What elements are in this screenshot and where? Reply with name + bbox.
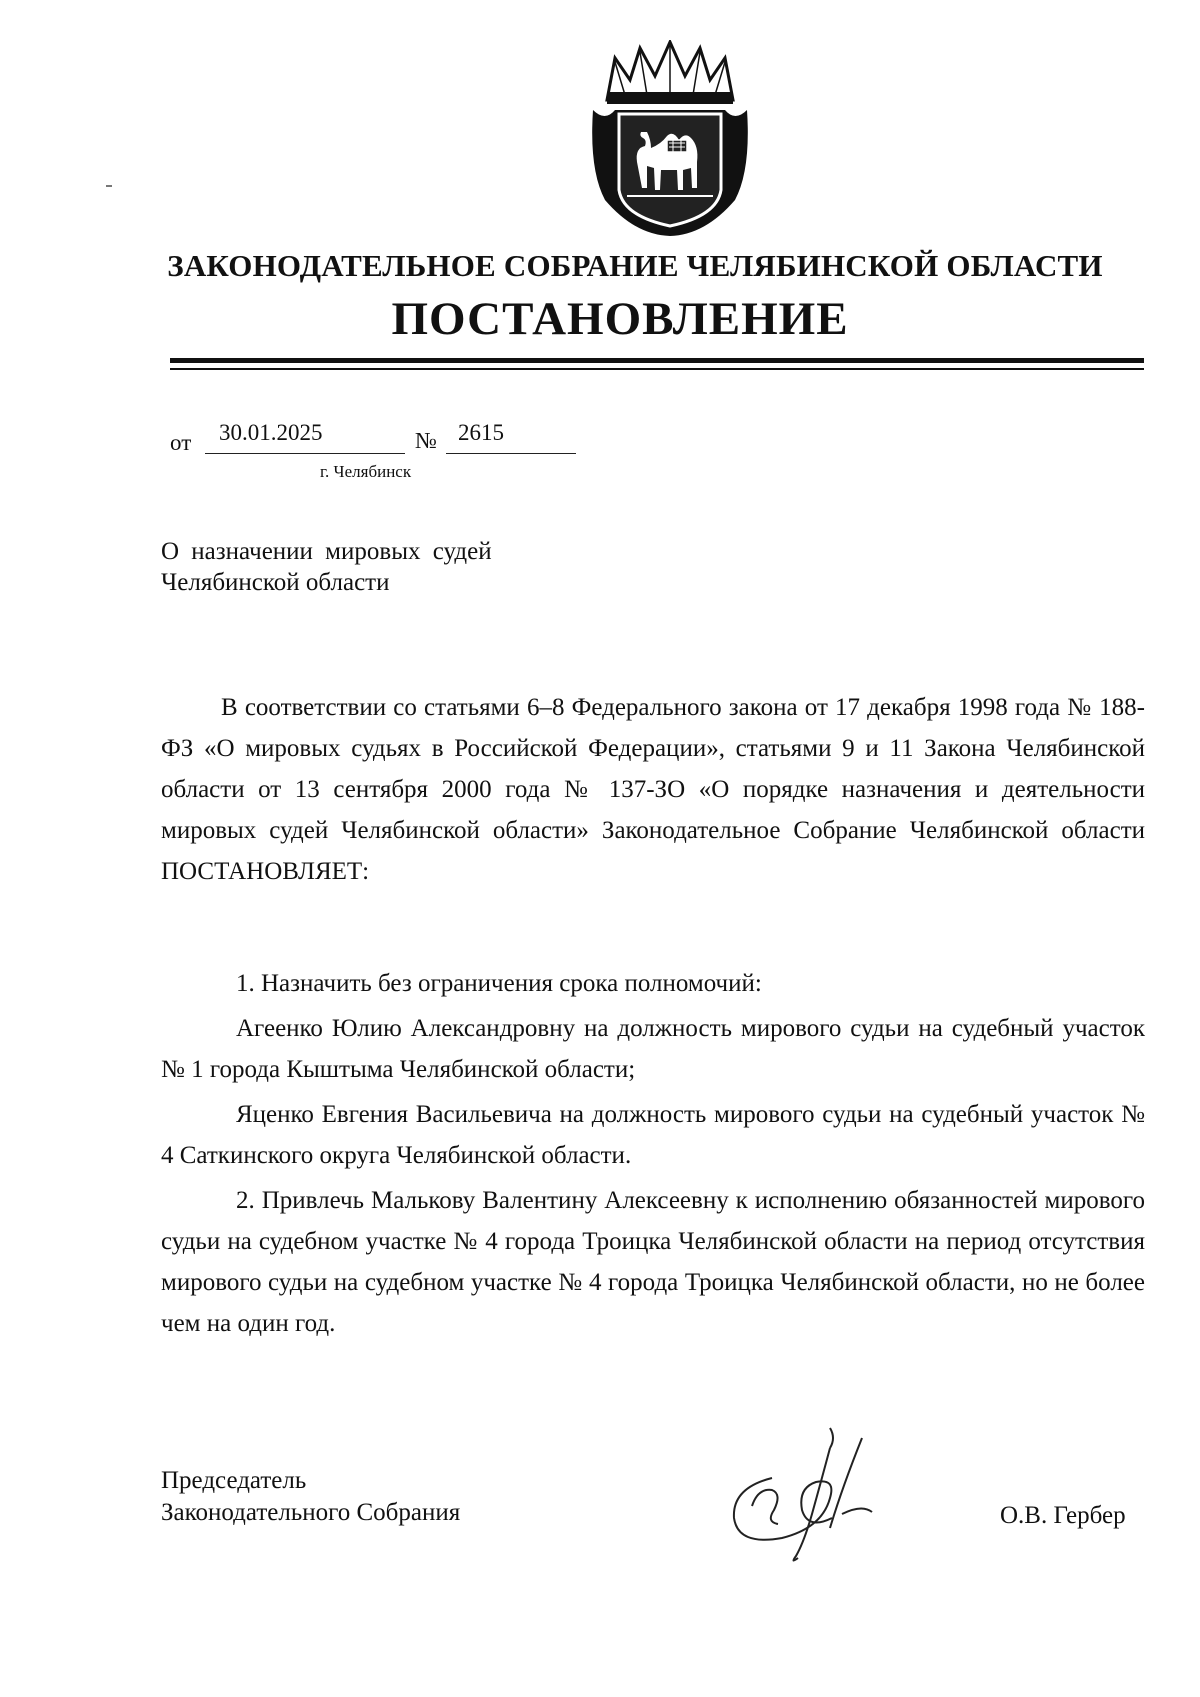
coat-of-arms-camel-icon — [585, 40, 755, 240]
subject-line-2: Челябинской области — [161, 569, 390, 596]
item-1-appointment-a: Агеенко Юлию Александровну на должность мирового судьи на судебный участок № 1 города Кыштыма Челябинской области; — [161, 1015, 1145, 1083]
number-label: № — [415, 428, 437, 453]
handwritten-signature-icon — [712, 1418, 932, 1568]
date-label: от — [170, 430, 192, 455]
signatory-title-line-2: Законодательного Собрания — [161, 1499, 461, 1526]
item-2-paragraph: 2. Привлечь Малькову Валентину Алексеевну к исполнению обязанностей мирового судьи на судебном участке № 4 города Троицка Челябинской области на период отсутствия мирового судьи на судебном участке № 4 города Троицка Челябинской области, но не более чем на один год. — [161, 1187, 1145, 1337]
item-1-appointment-b: Яценко Евгения Васильевича на должность мирового судьи на судебный участок № 4 Саткинского округа Челябинской области. — [161, 1101, 1145, 1169]
document-city: г. Челябинск — [320, 462, 412, 481]
signatory-name: О.В. Гербер — [1000, 1502, 1126, 1529]
document-subject — [161, 536, 492, 598]
document-date: 30.01.2025 — [205, 420, 405, 454]
signatory-title-line-1: Председатель — [161, 1467, 307, 1494]
scan-speck — [106, 185, 112, 187]
header-rule-thick — [170, 358, 1144, 363]
signatory-title — [161, 1465, 460, 1529]
document-number: 2615 — [446, 420, 576, 454]
subject-line-1: О назначении мировых судей — [161, 538, 492, 565]
organization-title: ЗАКОНОДАТЕЛЬНОЕ СОБРАНИЕ ЧЕЛЯБИНСКОЙ ОБЛАСТИ — [167, 248, 1103, 283]
document-type-title: ПОСТАНОВЛЕНИЕ — [391, 293, 849, 345]
header-rule-thin — [170, 368, 1144, 370]
resolution-items — [161, 963, 1145, 1344]
item-1-heading: 1. Назначить без ограничения срока полномочий: — [236, 970, 762, 997]
preamble-paragraph: В соответствии со статьями 6–8 Федерального закона от 17 декабря 1998 года № 188-ФЗ «О мировых судьях в Российской Федерации», статьями 9 и 11 Закона Челябинской области от 13 сентября 2000 года № 137-ЗО «О порядке назначения и деятельности мировых судей Челябинской области» Законодательное Собрание Челябинской области ПОСТАНОВЛЯЕТ: — [161, 694, 1145, 885]
